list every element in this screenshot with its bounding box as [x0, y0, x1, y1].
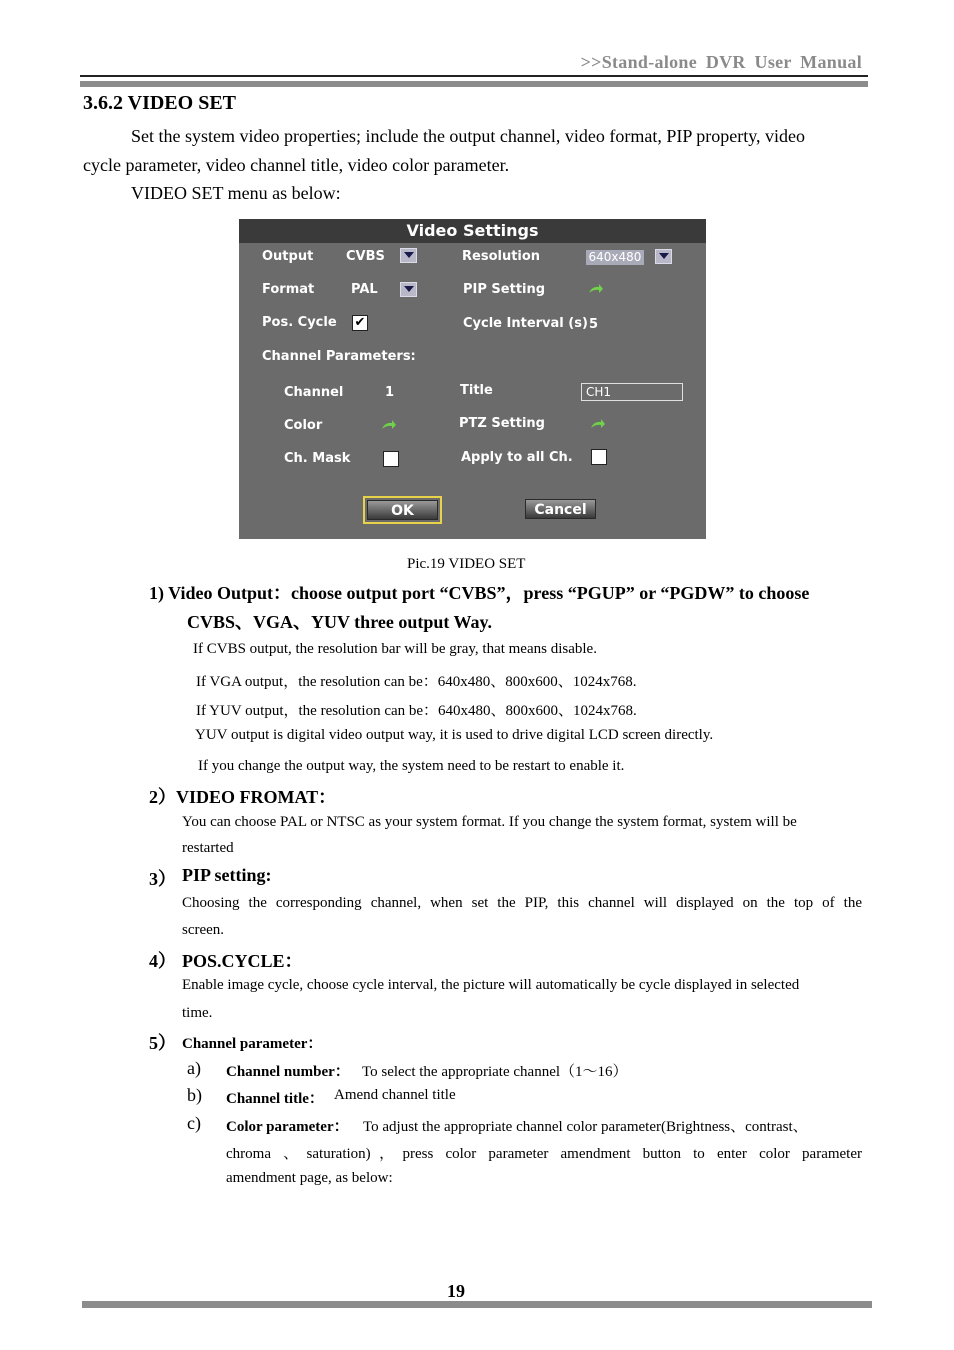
pip-setting-label: PIP Setting	[463, 282, 546, 297]
item1-line4: YUV output is digital video output way, it is used to drive digital LCD screen directly.	[195, 727, 714, 743]
intro-line-3: VIDEO SET menu as below:	[131, 183, 341, 203]
channel-parameters-label: Channel Parameters:	[262, 349, 416, 364]
header-rule-thick	[80, 81, 868, 87]
apply-all-checkbox[interactable]	[591, 449, 607, 465]
title-label: Title	[460, 383, 493, 398]
resolution-dropdown-icon[interactable]	[655, 249, 672, 264]
item5b-text: Amend channel title	[334, 1087, 456, 1103]
section-heading: 3.6.2 VIDEO SET	[83, 92, 237, 114]
resolution-value[interactable]: 640x480	[586, 250, 644, 265]
cycle-interval-label: Cycle Interval (s)	[463, 316, 588, 331]
item4-line1: Enable image cycle, choose cycle interval, the picture will automatically be cycle displayed in selected	[182, 977, 800, 993]
apply-all-label: Apply to all Ch.	[461, 450, 573, 465]
item1-line3: If YUV output，the resolution can be：640x480、800x600、1024x768.	[196, 703, 637, 719]
channel-value[interactable]: 1	[385, 385, 395, 400]
item5-heading: Channel parameter：	[182, 1036, 323, 1052]
format-label: Format	[262, 282, 315, 297]
pip-setting-arrow-icon[interactable]	[588, 283, 604, 295]
output-label: Output	[262, 249, 314, 264]
pos-cycle-checkbox[interactable]: ✔	[352, 315, 368, 331]
item3-line2: screen.	[182, 922, 225, 938]
panel-title: Video Settings	[239, 219, 706, 243]
ch-mask-checkbox[interactable]	[383, 451, 399, 467]
figure-caption: Pic.19 VIDEO SET	[407, 556, 526, 572]
pos-cycle-label: Pos. Cycle	[262, 315, 337, 330]
item5b-label: Channel title：	[226, 1091, 324, 1107]
format-dropdown-icon[interactable]	[400, 282, 417, 297]
item5a-label: Channel number：	[226, 1064, 350, 1080]
channel-label: Channel	[284, 385, 344, 400]
item1-heading-line2: CVBS、VGA、YUV three output Way.	[187, 612, 493, 632]
item2-heading: 2）VIDEO FROMAT：	[149, 787, 337, 807]
item5c-text-line2: chroma 、saturation)，press color parameter amendment button to enter color parameter	[226, 1146, 862, 1162]
item4-number: 4）	[149, 951, 176, 971]
ok-button[interactable]: OK	[367, 500, 438, 520]
cycle-interval-value[interactable]: 5	[589, 317, 599, 332]
item5-number: 5）	[149, 1033, 176, 1053]
item2-line2: restarted	[182, 840, 234, 856]
format-value: PAL	[351, 282, 378, 297]
header-rule-thin	[80, 75, 868, 77]
output-value: CVBS	[346, 249, 385, 264]
item5a-marker: a)	[187, 1058, 201, 1078]
item1-heading-line1: 1) Video Output：choose output port “CVBS”，press “PGUP” or “PGDW” to choose	[149, 583, 810, 603]
cancel-button[interactable]: Cancel	[525, 499, 596, 519]
item5b-marker: b)	[187, 1085, 202, 1105]
output-dropdown-icon[interactable]	[400, 248, 417, 263]
running-header: >>Stand-alone DVR User Manual	[580, 52, 862, 72]
ch-mask-label: Ch. Mask	[284, 451, 351, 466]
item5c-text-line3: amendment page, as below:	[226, 1170, 393, 1186]
title-input[interactable]: CH1	[581, 383, 683, 401]
resolution-label: Resolution	[462, 249, 541, 264]
intro-line-1: Set the system video properties; include the output channel, video format, PIP property, video	[131, 126, 806, 146]
item5a-text: To select the appropriate channel（1～16）	[362, 1064, 628, 1080]
ptz-setting-label: PTZ Setting	[459, 416, 545, 431]
intro-line-2: cycle parameter, video channel title, video color parameter.	[83, 155, 510, 175]
item1-line1: If CVBS output, the resolution bar will be gray, that means disable.	[193, 641, 597, 657]
item1-line5: If you change the output way, the system need to be restart to enable it.	[198, 758, 625, 774]
item1-line2: If VGA output，the resolution can be：640x480、800x600、1024x768.	[196, 674, 637, 690]
item3-heading: PIP setting:	[182, 865, 272, 885]
video-settings-panel	[239, 219, 706, 539]
item3-line1: Choosing the corresponding channel, when set the PIP, this channel will displayed on the top of the	[182, 895, 862, 911]
ptz-setting-arrow-icon[interactable]	[590, 418, 606, 430]
footer-rule	[82, 1301, 872, 1308]
item4-line2: time.	[182, 1005, 213, 1021]
item5c-marker: c)	[187, 1113, 201, 1133]
page-number: 19	[447, 1281, 465, 1301]
color-label: Color	[284, 418, 323, 433]
item5c-label: Color parameter：	[226, 1119, 349, 1135]
item5c-text-line1: To adjust the appropriate channel color parameter(Brightness、contrast、	[363, 1119, 808, 1135]
item3-number: 3）	[149, 869, 176, 889]
color-arrow-icon[interactable]	[381, 419, 397, 431]
item4-heading: POS.CYCLE：	[182, 951, 303, 971]
item2-line1: You can choose PAL or NTSC as your system format. If you change the system format, system will be	[182, 814, 797, 830]
